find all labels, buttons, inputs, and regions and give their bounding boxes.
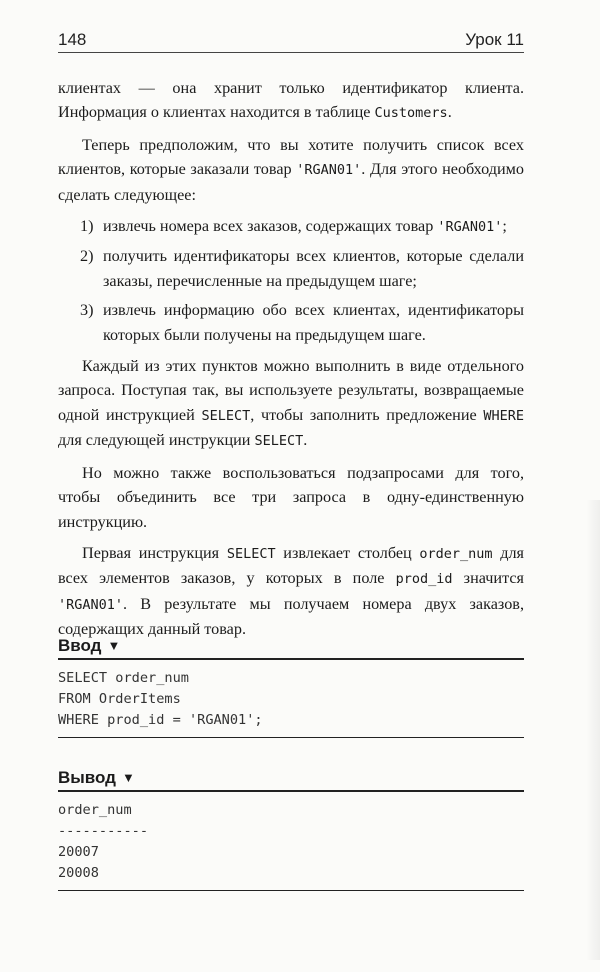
paragraph-5: Первая инструкция SELECT извлекает столбец order_num для всех элементов заказов, у которых в поле prod_id значится 'RGAN01'. В результате мы получаем номера двух заказов, содержащих данный товар. bbox=[58, 543, 525, 639]
output-heading: Вывод ▼ bbox=[58, 766, 524, 792]
input-section bbox=[58, 634, 524, 738]
chapter-title: Урок 11 bbox=[465, 30, 524, 49]
paragraph-1: клиентах — она хранит только идентификатор клиента. Информация о клиентах находится в таблице Customers. bbox=[58, 79, 524, 122]
triangle-down-icon: ▼ bbox=[121, 770, 135, 785]
list-item: 1) извлечь номера всех заказов, содержащих товар 'RGAN01'; bbox=[80, 217, 507, 236]
book-page bbox=[58, 0, 524, 972]
input-code-block: SELECT order_num FROM OrderItems WHERE prod_id = 'RGAN01'; bbox=[58, 660, 524, 738]
paragraph-2: Теперь предположим, что вы хотите получить список всех клиентов, которые заказали товар 'RGAN01'. Для этого необходимо сделать следующее: bbox=[58, 135, 525, 204]
triangle-down-icon: ▼ bbox=[107, 638, 121, 653]
page-edge-shadow bbox=[586, 500, 600, 960]
page-header bbox=[58, 30, 524, 53]
body-text bbox=[58, 76, 524, 649]
output-code-block: order_num ----------- 20007 20008 bbox=[58, 792, 524, 891]
page-number: 148 bbox=[58, 30, 87, 49]
paragraph-3: Каждый из этих пунктов можно выполнить в виде отдельного запроса. Поступая так, вы используете результаты, возвращаемые одной инструкцией SELECT, чтобы заполнить предложение WHERE для следующей инструкции SELECT. bbox=[58, 357, 524, 450]
list-item: 2) получить идентификаторы всех клиентов, которые сделали заказы, перечисленные на предыдущем шаге; bbox=[80, 247, 524, 290]
paragraph-4: Но можно также воспользоваться подзапросами для того, чтобы объединить все три запроса в одну-единственную инструкцию. bbox=[58, 463, 524, 531]
input-heading: Ввод ▼ bbox=[58, 634, 524, 660]
steps-list bbox=[58, 214, 524, 347]
list-item: 3) извлечь информацию обо всех клиентах, идентификаторы которых были получены на предыдущем шаге. bbox=[80, 301, 524, 344]
output-section bbox=[58, 766, 524, 891]
